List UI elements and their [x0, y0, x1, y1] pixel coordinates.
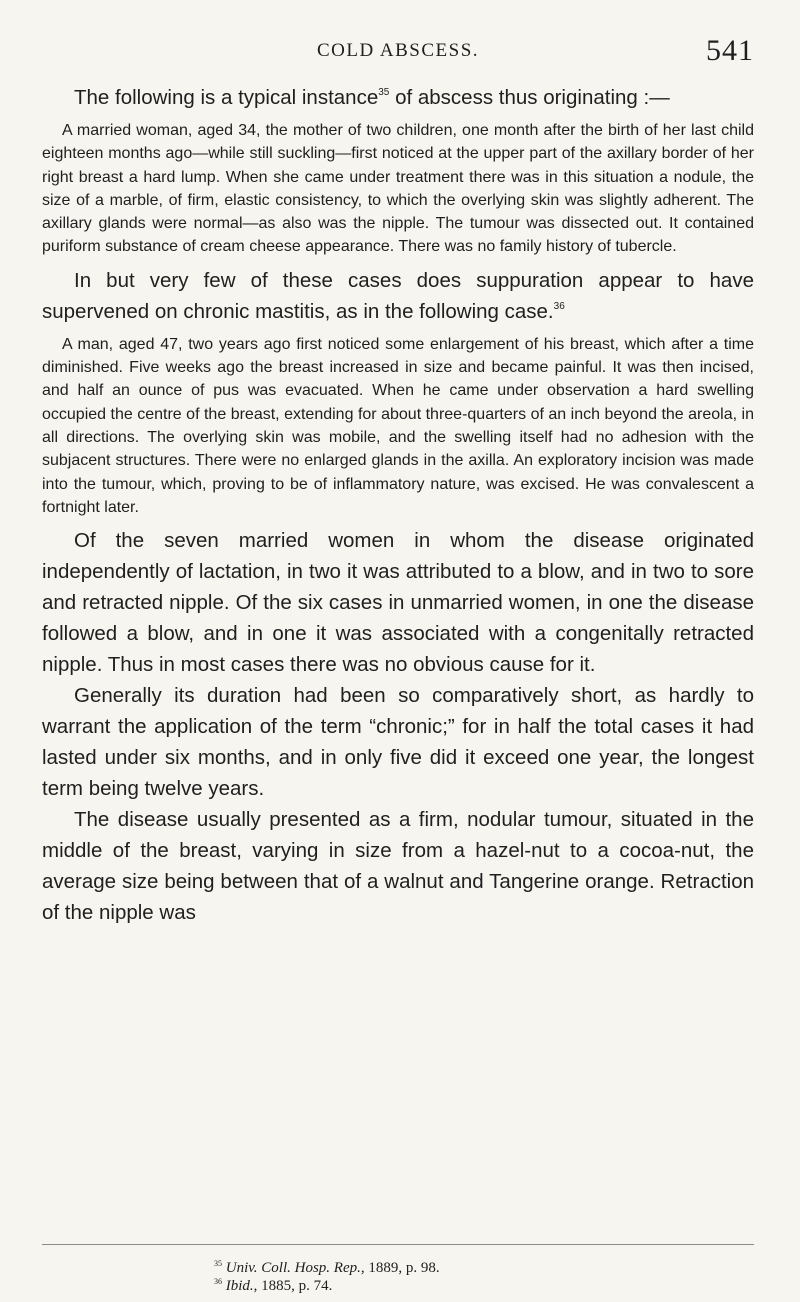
footnote-mark: 36: [214, 1277, 222, 1286]
footnote-detail: , 1889, p. 98.: [360, 1260, 440, 1276]
footnote-source: Ibid.: [225, 1278, 254, 1294]
paragraph-text: In but very few of these cases does suppuration appear to have supervened on chronic mastitis, as in the following case.: [42, 268, 754, 323]
case-report-man: A man, aged 47, two years ago first noticed some enlargement of his breast, which after a time diminished. Five weeks ago the breast increased in size and became painful. It was then incised, and half an ounce of pus was evacuated. When he came under observation a hard swelling occupied the centre of the breast, extending for about three-quarters of an inch beyond the areola, in all directions. The overlying skin was mobile, and the swelling itself had no adhesion with the subjacent structures. There were no enlarged glands in the axilla. An exploratory incision was made into the tumour, which, proving to be of inflammatory nature, was excised. He was convalescent a fortnight later.: [42, 335, 754, 516]
footnote-ref: 36: [553, 300, 565, 312]
footnote-source: Univ. Coll. Hosp. Rep.: [225, 1260, 361, 1276]
footnote-mark: 35: [214, 1259, 222, 1268]
paragraph-suppuration: [42, 265, 754, 327]
paragraph-text: of abscess thus originating :—: [389, 86, 670, 109]
paragraph-presentation: The disease usually presented as a firm, nodular tumour, situated in the middle of the breast, varying in size from a hazel-nut to a cocoa-nut, the average size being between that of a walnut and Tangerine orange. Retraction of the nipple was: [42, 808, 754, 925]
running-title: COLD ABSCESS.: [316, 40, 480, 61]
paragraph-text: The following is a typical instance: [74, 86, 379, 109]
book-page: [42, 34, 754, 1294]
footnote: [214, 1277, 754, 1295]
paragraph-intro-instance: [42, 82, 754, 113]
footnotes: [42, 1244, 754, 1295]
footnote: [214, 1259, 754, 1277]
footnote-detail: , 1885, p. 74.: [253, 1278, 333, 1294]
case-report-woman: A married woman, aged 34, the mother of two children, one month after the birth of her last child eighteen months ago—while still suckling—first noticed at the upper part of the axillary border of her right breast a hard lump. When she came under treatment there was in this situation a nodule, the size of a marble, of firm, elastic consistency, to which the overlying skin was slightly adherent. The axillary glands were normal—as also was the nipple. The tumour was dissected out. It contained puriform substance of cream cheese appearance. There was no family history of tubercle.: [42, 122, 754, 256]
footnote-ref: 35: [378, 87, 390, 98]
paragraph-causes: Of the seven married women in whom the disease originated independently of lactation, in two it was attributed to a blow, and in two to sore and retracted nipple. Of the six cases in unmarried women, in one the disease followed a blow, and in one it was associated with a congenitally retracted nipple. Thus in most cases there was no obvious cause for it.: [42, 529, 754, 677]
page-number: 541: [706, 34, 754, 67]
paragraph-duration: Generally its duration had been so comparatively short, as hardly to warrant the application of the term “chronic;” for in half the total cases it had lasted under six months, and in only five did it exceed one year, the longest term being twelve years.: [42, 684, 754, 801]
page-header: [42, 34, 754, 82]
